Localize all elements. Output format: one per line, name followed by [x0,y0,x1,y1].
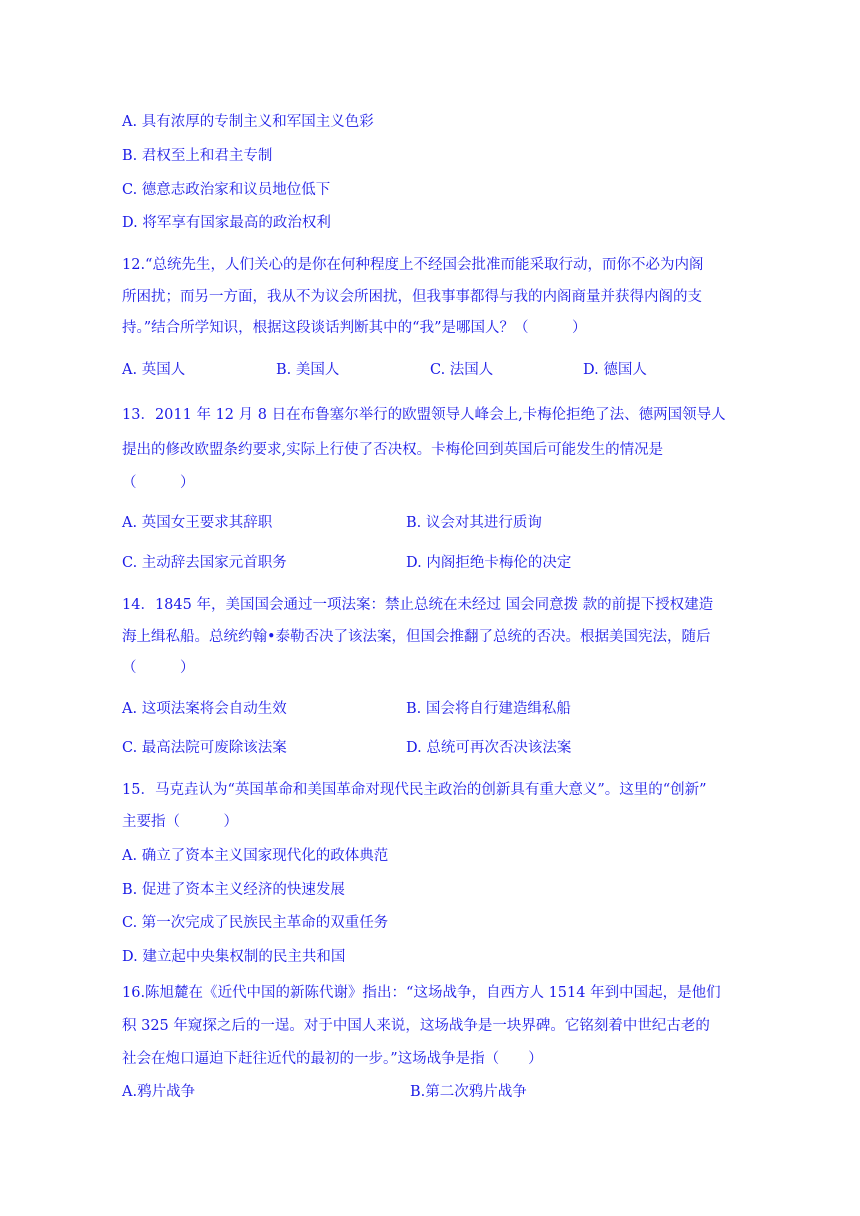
q14-option-c: C. 最高法院可废除该法案 [122,740,287,756]
q14-option-d: D. 总统可再次否决该法案 [406,740,572,756]
q15-stem-line-1: 15．马克垚认为“英国革命和美国革命对现代民主政治的创新具有重大意义”。这里的“创新” [122,782,707,798]
q13-option-d: D. 内阁拒绝卡梅伦的决定 [406,555,572,571]
q13-option-a: A. 英国女王要求其辞职 [122,515,273,531]
q16-option-b: B.第二次鸦片战争 [410,1084,527,1100]
q14-stem-line-3: （ ） [122,660,195,676]
q12-option-a: A. 英国人 [122,362,186,378]
q15-stem-line-2: 主要指（ ） [122,814,238,830]
q14-stem-line-1: 14．1845 年，美国国会通过一项法案：禁止总统在未经过 国会同意拨 款的前提下授权建造 [122,597,714,613]
q12-option-c: C. 法国人 [430,362,494,378]
q13-stem-line-3: （ ） [122,475,195,491]
q12-stem-line-2: 所困扰；而另一方面，我从不为议会所困扰，但我事事都得与我的内阁商量并获得内阁的支 [122,289,702,305]
q13-stem-line-2: 提出的修改欧盟条约要求,实际上行使了否决权。卡梅伦回到英国后可能发生的情况是 [122,442,664,458]
q14-option-b: B. 国会将自行建造缉私船 [406,701,571,717]
q15-option-b: B. 促进了资本主义经济的快速发展 [122,882,345,898]
q16-stem-line-3: 社会在炮口逼迫下赶往近代的最初的一步。”这场战争是指（ ） [122,1051,543,1067]
q13-option-b: B. 议会对其进行质询 [406,515,542,531]
q16-stem-line-2: 积 325 年窥探之后的一逞。对于中国人来说，这场战争是一块界碑。它铭刻着中世纪古老的 [122,1018,710,1034]
q16-option-a: A.鸦片战争 [122,1084,196,1100]
q12-stem-line-1: 12.“总统先生，人们关心的是你在何种程度上不经国会批准而能采取行动，而你不必为内阁 [122,257,704,273]
q11-option-c: C. 德意志政治家和议员地位低下 [122,182,331,198]
q15-option-c: C. 第一次完成了民族民主革命的双重任务 [122,915,389,931]
q13-option-c: C. 主动辞去国家元首职务 [122,555,287,571]
q14-option-a: A. 这项法案将会自动生效 [122,701,287,717]
q12-stem-line-3: 持。”结合所学知识，根据这段谈话判断其中的“我”是哪国人？（ ） [122,320,587,336]
q16-stem-line-1: 16.陈旭麓在《近代中国的新陈代谢》指出：“这场战争，自西方人 1514 年到中国起，是他们 [122,985,721,1001]
q11-option-b: B. 君权至上和君主专制 [122,148,273,164]
q13-stem-line-1: 13．2011 年 12 月 8 日在布鲁塞尔举行的欧盟领导人峰会上,卡梅伦拒绝了法、德两国领导人 [122,407,726,423]
q15-option-d: D. 建立起中央集权制的民主共和国 [122,949,346,965]
q12-option-b: B. 美国人 [276,362,340,378]
q11-option-d: D. 将军享有国家最高的政治权利 [122,215,331,231]
q15-option-a: A. 确立了资本主义国家现代化的政体典范 [122,848,389,864]
q12-option-d: D. 德国人 [583,362,647,378]
q14-stem-line-2: 海上缉私船。总统约翰•泰勒否决了该法案，但国会推翻了总统的否决。根据美国宪法，随后 [122,629,711,645]
q11-option-a: A. 具有浓厚的专制主义和军国主义色彩 [122,114,374,130]
